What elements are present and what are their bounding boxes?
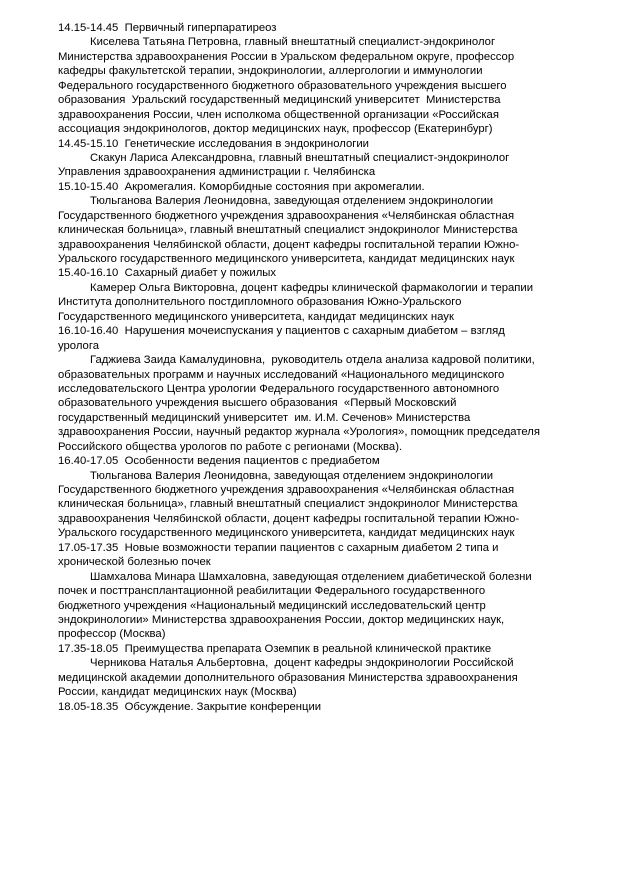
program-line: эндокринологии» Министерства здравоохранения России, доктор медицинских наук, — [58, 613, 505, 626]
program-line: медицинской академии дополнительного образования Министерства здравоохранения — [58, 671, 518, 684]
program-line: Института дополнительного постдипломного образования Южно-Уральского — [58, 296, 462, 309]
program-line: 16.10-16.40 Нарушения мочеиспускания у пациентов с сахарным диабетом – взгляд — [58, 325, 505, 338]
conference-program-page — [58, 21, 598, 714]
program-line: Министерства здравоохранения России в Уральском федеральном округе, профессор — [58, 50, 515, 63]
program-line: профессор (Москва) — [58, 628, 166, 641]
program-line: Уральского государственного медицинского университета, кандидат медицинских наук — [58, 253, 515, 265]
program-line: кафедры факультетской терапии, эндокринологии, аллергологии и иммунологии — [58, 65, 483, 78]
program-line: Уральского государственного медицинского университета, кандидат медицинских наук — [58, 527, 515, 540]
program-line: Федерального государственного бюджетного образовательного учреждения высшего — [58, 79, 507, 92]
program-line: 17.05-17.35 Новые возможности терапии пациентов с сахарным диабетом 2 типа и — [58, 541, 499, 554]
program-line: ассоциация эндокринологов, доктор медицинских наук, профессор (Екатеринбург) — [58, 123, 493, 136]
program-line: 16.40-17.05 Особенности ведения пациентов с предиабетом — [58, 455, 380, 468]
program-line: Черникова Наталья Альбертовна, доцент кафедры эндокринологии Российской — [90, 657, 514, 670]
program-line: Тюльганова Валерия Леонидовна, заведующая отделением эндокринологии — [90, 469, 494, 482]
program-line: здравоохранения Челябинской области, доцент кафедры госпитальной терапии Южно- — [58, 238, 520, 251]
program-line: 18.05-18.35 Обсуждение. Закрытие конференции — [58, 700, 322, 713]
program-line: 14.15-14.45 Первичный гиперпаратиреоз — [58, 22, 277, 34]
program-line: образовательного учреждения высшего образования «Первый Московский — [58, 397, 457, 410]
program-line: здравоохранения России, научный редактор журнала «Урология», помощник председателя — [58, 426, 540, 439]
program-line: Государственного бюджетного учреждения здравоохранения «Челябинская областная — [58, 484, 515, 496]
program-line: клиническая больница», главный внештатный специалист эндокринолог Министерства — [58, 224, 518, 237]
program-line: образования Уральский государственный медицинский университет Министерства — [58, 94, 501, 107]
program-line: исследовательского Центра урологии Федерального государственного автономного — [58, 382, 500, 395]
program-line: клиническая больница», главный внештатный специалист эндокринолог Министерства — [58, 498, 518, 511]
program-line: уролога — [58, 339, 99, 352]
program-line: хронической болезнью почек — [58, 556, 211, 569]
program-line: Российского общества урологов по работе с регионами (Москва). — [58, 440, 403, 453]
program-line: Киселева Татьяна Петровна, главный внештатный специалист-эндокринолог — [90, 36, 496, 49]
program-line: 17.35-18.05 Преимущества препарата Оземпик в реальной клинической практике — [58, 642, 492, 655]
program-line: Гаджиева Заида Камалудиновна, руководитель отдела анализа кадровой политики, — [90, 354, 535, 367]
program-line: Камерер Ольга Викторовна, доцент кафедры клинической фармакологии и терапии — [90, 281, 534, 294]
program-line: России, кандидат медицинских наук (Москва) — [58, 686, 297, 699]
program-line: Шамхалова Минара Шамхаловна, заведующая отделением диабетической болезни — [90, 570, 532, 583]
program-line: образовательных программ и научных исследований «Национального медицинского — [58, 368, 505, 381]
program-line: бюджетного учреждения «Национальный медицинский исследовательский центр — [58, 599, 486, 612]
program-line: здравоохранения России, член исполкома общественной организации «Российская — [58, 108, 499, 121]
program-line: здравоохранения Челябинской области, доцент кафедры госпитальной терапии Южно- — [58, 512, 520, 525]
program-line: Управления здравоохранения администрации г. Челябинска — [58, 166, 376, 179]
program-line: Государственного бюджетного учреждения здравоохранения «Челябинская областная — [58, 209, 515, 222]
program-line: Скакун Лариса Александровна, главный внештатный специалист-эндокринолог — [90, 151, 510, 164]
program-line: 15.40-16.10 Сахарный диабет у пожилых — [58, 267, 277, 280]
program-line: почек и посттрансплантационной реабилитации Федерального государственного — [58, 585, 486, 598]
program-line: 15.10-15.40 Акромегалия. Коморбидные состояния при акромегалии. — [58, 180, 425, 193]
program-line: Государственного медицинского университета, кандидат медицинских наук — [58, 310, 454, 323]
program-line: Тюльганова Валерия Леонидовна, заведующая отделением эндокринологии — [90, 195, 494, 208]
program-line: 14.45-15.10 Генетические исследования в эндокринологии — [58, 137, 369, 150]
program-line: государственный медицинский университет им. И.М. Сеченов» Министерства — [58, 411, 471, 424]
